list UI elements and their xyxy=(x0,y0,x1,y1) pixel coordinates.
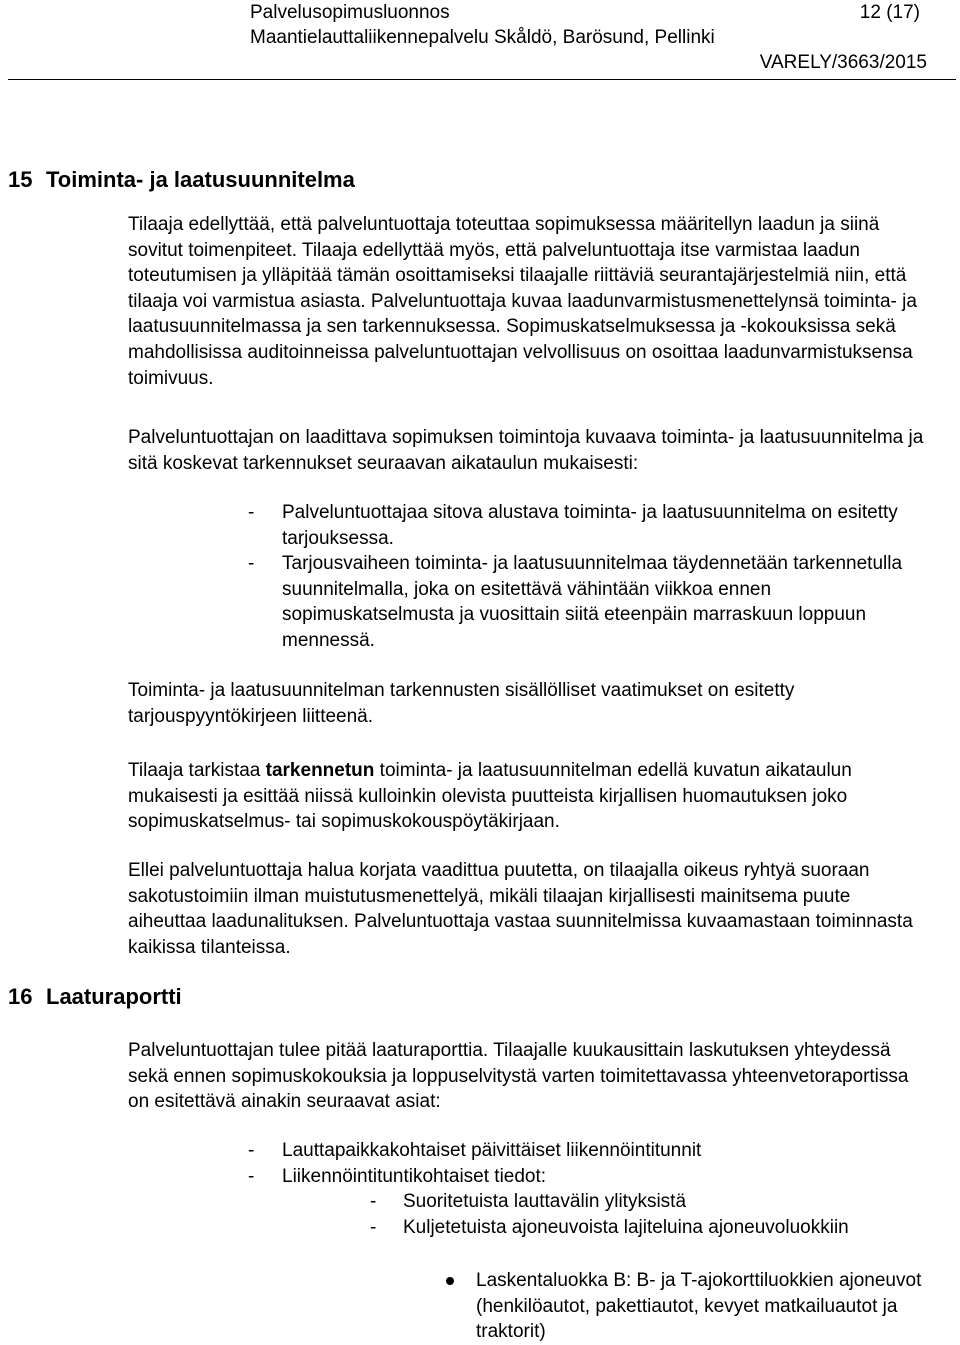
page-header xyxy=(0,0,960,80)
bullet-item-text: Laskentaluokka B: B- ja T-ajokorttiluokkien ajoneuvot (henkilöautot, pakettiautot, kevyet matkailuautot ja traktorit) xyxy=(476,1270,922,1343)
document-title: Palvelusopimusluonnos xyxy=(250,2,450,23)
section-15-title: Toiminta- ja laatusuunnitelma xyxy=(46,167,355,192)
header-divider xyxy=(8,79,956,80)
dash-marker: - xyxy=(370,1216,377,1238)
list-item xyxy=(248,551,938,653)
section-15-paragraph-3: Toiminta- ja laatusuunnitelman tarkennusten sisällölliset vaatimukset on esitetty tarjouspyyntökirjeen liitteenä. xyxy=(128,680,795,727)
report-sub-list xyxy=(248,1189,938,1240)
section-15-paragraph-2: Palveluntuottajan on laadittava sopimuksen toimintoja kuvaava toiminta- ja laatusuunnitelma ja sitä koskevat tarkennukset seuraavan aikataulun mukaisesti: xyxy=(128,427,924,474)
dash-marker: - xyxy=(248,553,255,575)
schedule-list xyxy=(248,500,938,654)
section-15-paragraph-4 xyxy=(128,758,928,835)
list-item-text: Palveluntuottajaa sitova alustava toiminta- ja laatusuunnitelma on esitetty tarjouksessa. xyxy=(282,502,898,549)
section-16-number: 16 xyxy=(8,984,33,1009)
paragraph-4-text-start: Tilaaja tarkistaa xyxy=(128,760,266,781)
paragraph-4-bold-word: tarkennetun xyxy=(265,760,375,781)
dash-marker: - xyxy=(248,1140,255,1161)
list-item xyxy=(248,500,938,551)
bullet-item xyxy=(446,1268,936,1345)
section-16-heading xyxy=(8,983,182,1011)
section-15-paragraph-5: Ellei palveluntuottaja halua korjata vaadittua puutetta, on tilaajalla oikeus ryhtyä suoraan sakotustoimiin ilman muistutusmenettelyä, mikäli tilaajan kirjallisesti mainitsema puute aiheuttaa laadunalituksen. Palveluntuottaja vastaa suunnitelmissa kuvaamastaan toiminnasta kaikissa tilanteissa. xyxy=(128,860,913,958)
paragraph-4-text-end: toiminta- ja laatusuunnitelman edellä kuvatun aikataulun mukaisesti ja esittää niissä kulloinkin olevista puutteista kirjallisen huomautuksen joko sopimuskatselmus- tai sopimuskokouspöytäkirjaan. xyxy=(128,760,852,833)
page-number: 12 (17) xyxy=(859,2,920,23)
list-item xyxy=(248,1138,938,1164)
sub-list-item xyxy=(248,1189,938,1215)
section-15-number: 15 xyxy=(8,167,33,192)
sub-list-item-text: Suoritetuista lauttavälin ylityksistä xyxy=(403,1191,687,1212)
bullet-icon xyxy=(446,1277,454,1285)
list-item-text: Liikennöintituntikohtaiset tiedot: xyxy=(282,1165,547,1187)
list-item xyxy=(248,1164,938,1190)
report-items-list xyxy=(248,1138,938,1189)
sub-list-item xyxy=(248,1215,938,1241)
list-item-text: Tarjousvaiheen toiminta- ja laatusuunnitelmaa täydennetään tarkennetulla suunnitelmalla, joka on esitettävä vähintään viikkoa ennen sopimuskatselmusta ja vuosittain siitä eteenpäin marraskuun loppuun mennessä. xyxy=(282,553,903,651)
dash-marker: - xyxy=(248,1165,255,1187)
list-item-text: Lauttapaikkakohtaiset päivittäiset liikennöintitunnit xyxy=(282,1140,702,1161)
dash-marker: - xyxy=(370,1191,377,1212)
vehicle-class-list xyxy=(446,1268,936,1345)
document-subtitle: Maantielauttaliikennepalvelu Skåldö, Barösund, Pellinki xyxy=(250,27,715,48)
section-16-paragraph-1: Palveluntuottajan tulee pitää laaturaporttia. Tilaajalle kuukausittain laskutuksen yhteydessä sekä ennen sopimuskokouksia ja loppuselvitystä varten toimitettavassa yhteenvetoraportissa on esitettävä ainakin seuraavat asiat: xyxy=(128,1040,909,1113)
section-16-title: Laaturaportti xyxy=(46,984,182,1009)
sub-list-item-text: Kuljetetuista ajoneuvoista lajiteluina ajoneuvoluokkiin xyxy=(403,1216,849,1238)
dash-marker: - xyxy=(248,502,255,523)
section-15-heading xyxy=(8,166,355,194)
section-15-paragraph-1: Tilaaja edellyttää, että palveluntuottaja toteuttaa sopimuksessa määritellyn laadun ja siinä sovitut toimenpiteet. Tilaaja edellyttää myös, että palveluntuottaja itse varmistaa laadun toteutumisen ja ylläpitää tämän osoittamiseksi tilaajalle riittäviä seurantajärjestelmiä niin, että tilaaja voi varmistua asiasta. Palveluntuottaja kuvaa laadunvarmistusmenettelynsä toiminta- ja laatusuunnitelmassa ja sen tarkennuksessa. Sopimuskatselmuksessa ja -kokouksissa sekä mahdollisissa auditoinneissa palveluntuottajan velvollisuus on osoittaa laadunvarmistuksensa toimivuus. xyxy=(128,214,917,389)
document-reference: VARELY/3663/2015 xyxy=(759,52,927,73)
